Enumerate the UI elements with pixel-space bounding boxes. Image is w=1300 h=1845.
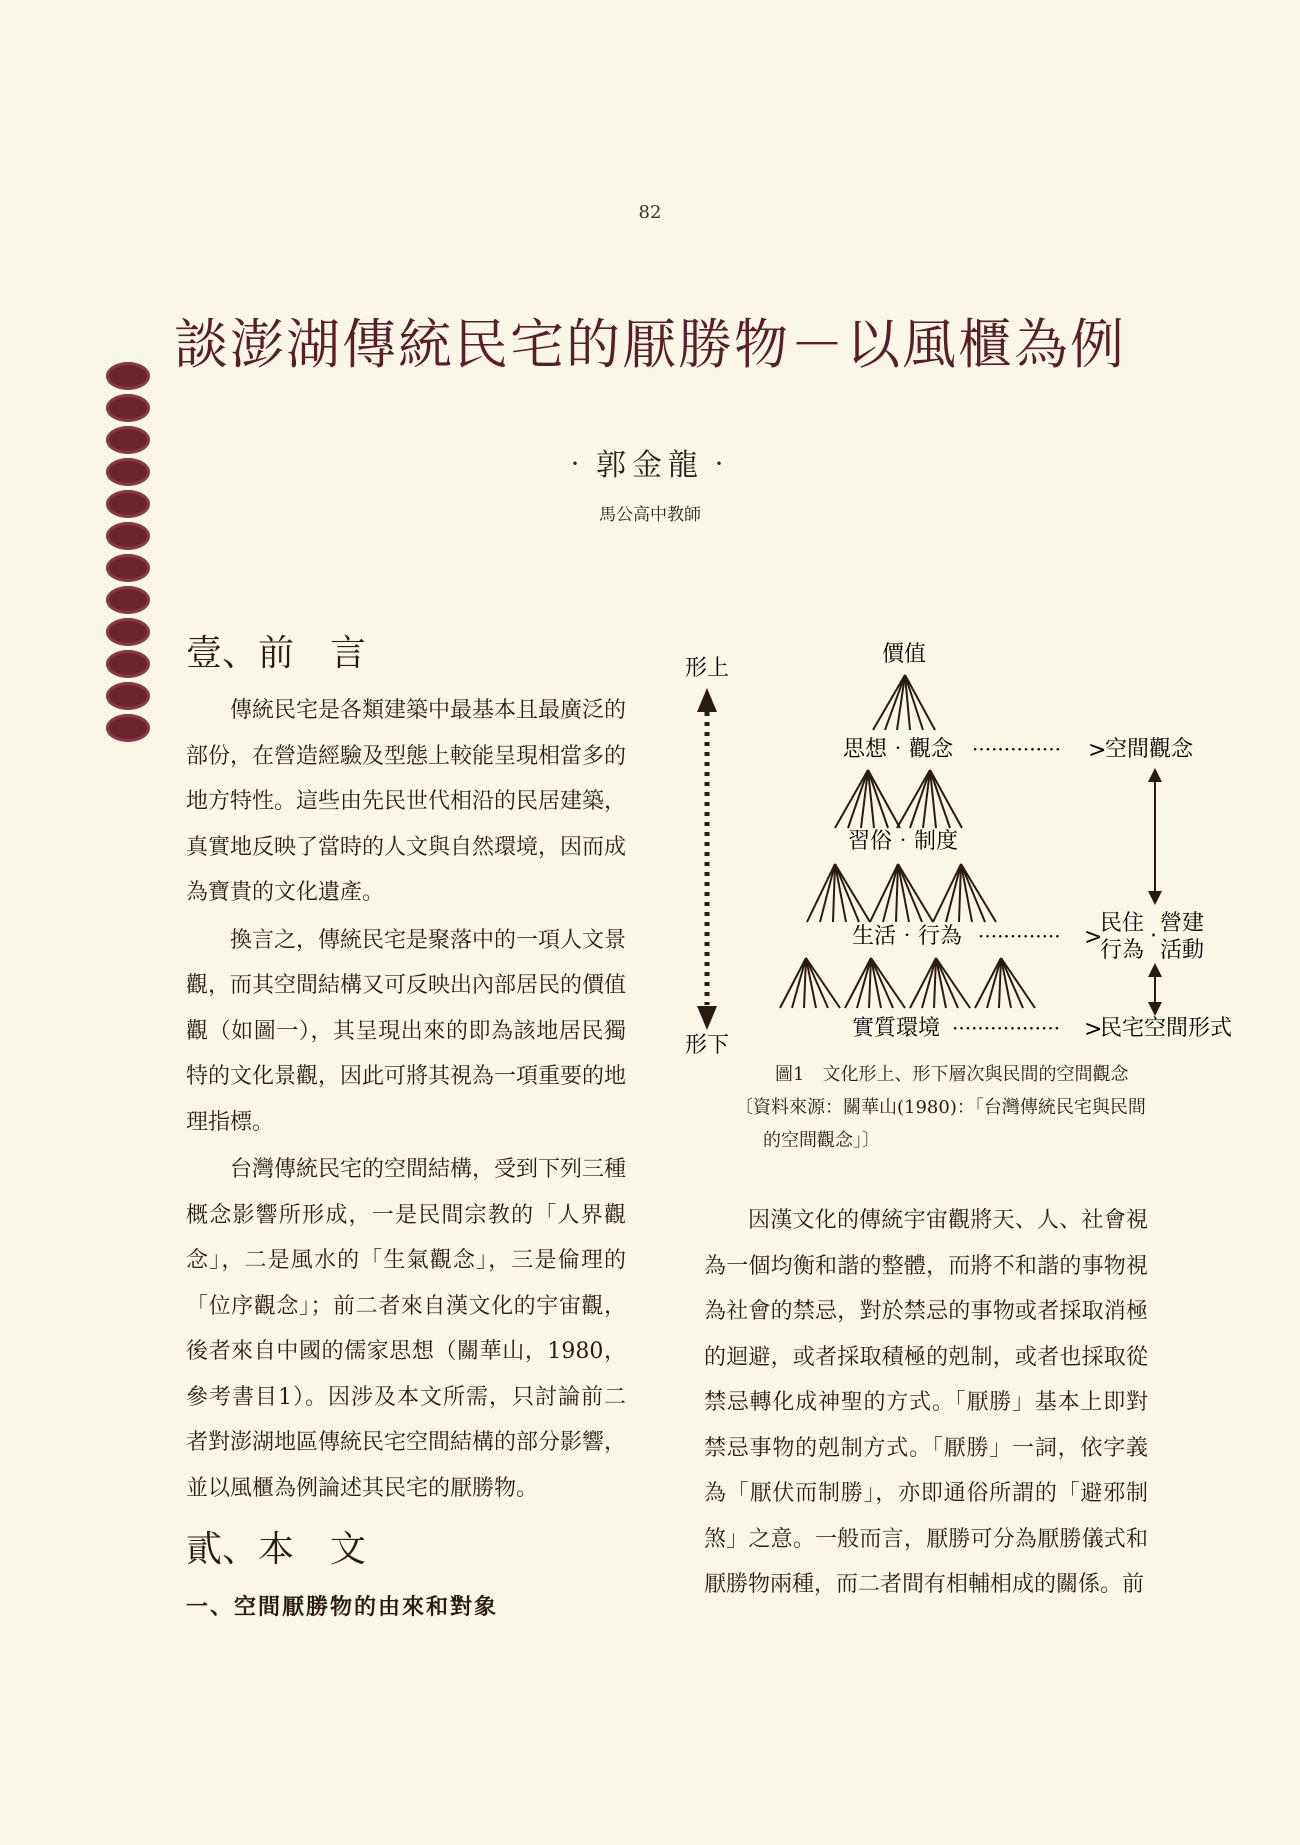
- paragraph: 台灣傳統民宅的空間結構，受到下列三種概念影響所形成，一是民間宗教的「人界觀念」，二是風水的「生氣觀念」，三是倫理的「位序觀念」；前二者來自漢文化的宇宙觀，後者來自中國的儒家思想（關華山，1980，參考書目1）。因涉及本文所需，只討論前二者對澎湖地區傳統民宅空間結構的部分影響，並以風櫃為例論述其民宅的厭勝物。: [186, 1157, 627, 1501]
- arrow-glyph: >: [1084, 1017, 1103, 1042]
- seal-icon: [106, 522, 150, 550]
- author-affiliation: 馬公高中教師: [599, 505, 701, 525]
- figure-caption: [735, 1058, 1235, 1157]
- right-resident-behavior-2: 行為: [1100, 938, 1145, 963]
- right-space-concept: 空間觀念: [1105, 737, 1194, 762]
- seal-icon: [106, 586, 150, 614]
- fan-lines-3: [807, 864, 996, 922]
- seal-icon: [106, 394, 150, 422]
- dotted-leader: ·············: [978, 924, 1061, 948]
- caption-line: 〔資料來源：關華山(1980)：「台灣傳統民宅與民間: [735, 1097, 1146, 1118]
- double-arrow-upper: [1148, 768, 1162, 905]
- left-column: [186, 625, 626, 1621]
- arrow-glyph: >: [1088, 738, 1107, 763]
- right-resident-behavior-1: 民住: [1100, 911, 1145, 936]
- level-thought: 思想‧觀念: [843, 737, 954, 762]
- section-heading-body: 貳、本 文: [186, 1529, 367, 1570]
- section-heading-intro: 壹、前 言: [186, 633, 367, 674]
- fan-lines-2: [835, 770, 962, 828]
- label-metaphysical: 形上: [685, 656, 730, 681]
- seal-ornament-column: [106, 362, 156, 746]
- page-number: 82: [638, 202, 662, 223]
- caption-line: 的空間觀念」〕: [763, 1130, 880, 1151]
- subsection-heading: 一、空間厭勝物的由來和對象: [186, 1594, 499, 1620]
- seal-icon: [106, 714, 150, 742]
- fan-lines-1: [873, 675, 935, 730]
- dotted-leader: ·················: [952, 1016, 1061, 1040]
- seal-icon: [106, 490, 150, 518]
- seal-icon: [106, 650, 150, 678]
- paragraph: 因漢文化的傳統宇宙觀將天、人、社會視為一個均衡和諧的整體，而將不和諧的事物視為社會的禁忌，對於禁忌的事物或者採取消極的迴避，或者採取積極的剋制，或者也採取從禁忌轉化成神聖的方式。「厭勝」基本上即對禁忌事物的剋制方式。「厭勝」一詞，依字義為「厭伏而制勝」，亦即通俗所謂的「避邪制煞」之意。一般而言，厭勝可分為厭勝儀式和厭勝物兩種，而二者間有相輔相成的關係。前: [704, 1208, 1148, 1597]
- seal-icon: [106, 458, 150, 486]
- level-env: 實質環境: [852, 1016, 941, 1041]
- seal-icon: [106, 618, 150, 646]
- level-value: 價值: [882, 642, 927, 667]
- paragraph: 換言之，傳統民宅是聚落中的一項人文景觀，而其空間結構又可反映出內部居民的價值觀（如圖一），其呈現出來的即為該地居民獨特的文化景觀，因此可將其視為一項重要的地理指標。: [186, 927, 627, 1135]
- right-spatial-form: 民宅空間形式: [1100, 1016, 1233, 1041]
- right-building-activity-2: 活動: [1160, 938, 1205, 963]
- separator-dot: ‧: [1150, 924, 1157, 949]
- paragraph: 傳統民宅是各類建築中最基本且最廣泛的部份，在營造經驗及型態上較能呈現相當多的地方特性。這些由先民世代相沿的民居建築，真實地反映了當時的人文與自然環境，因而成為寶貴的文化遺產。: [186, 698, 627, 905]
- seal-icon: [106, 554, 150, 582]
- seal-icon: [106, 426, 150, 454]
- dotted-leader: ··············: [972, 737, 1062, 761]
- double-arrow-lower: [1148, 963, 1162, 1016]
- right-column: [704, 1198, 1148, 1610]
- seal-icon: [106, 362, 150, 390]
- right-building-activity-1: 營建: [1160, 911, 1205, 936]
- author-name: ‧郭金龍‧: [560, 448, 740, 483]
- arrow-glyph: >: [1084, 925, 1103, 950]
- article-title: 談澎湖傳統民宅的厭勝物－以風櫃為例: [174, 313, 1126, 376]
- level-custom: 習俗‧制度: [848, 829, 959, 854]
- label-physical: 形下: [685, 1033, 730, 1058]
- seal-icon: [106, 682, 150, 710]
- vertical-arrow: [697, 688, 717, 1030]
- level-life: 生活‧行為: [852, 924, 963, 949]
- caption-line: 圖1 文化形上、形下層次與民間的空間觀念: [775, 1064, 1129, 1085]
- fan-lines-4: [780, 958, 1035, 1008]
